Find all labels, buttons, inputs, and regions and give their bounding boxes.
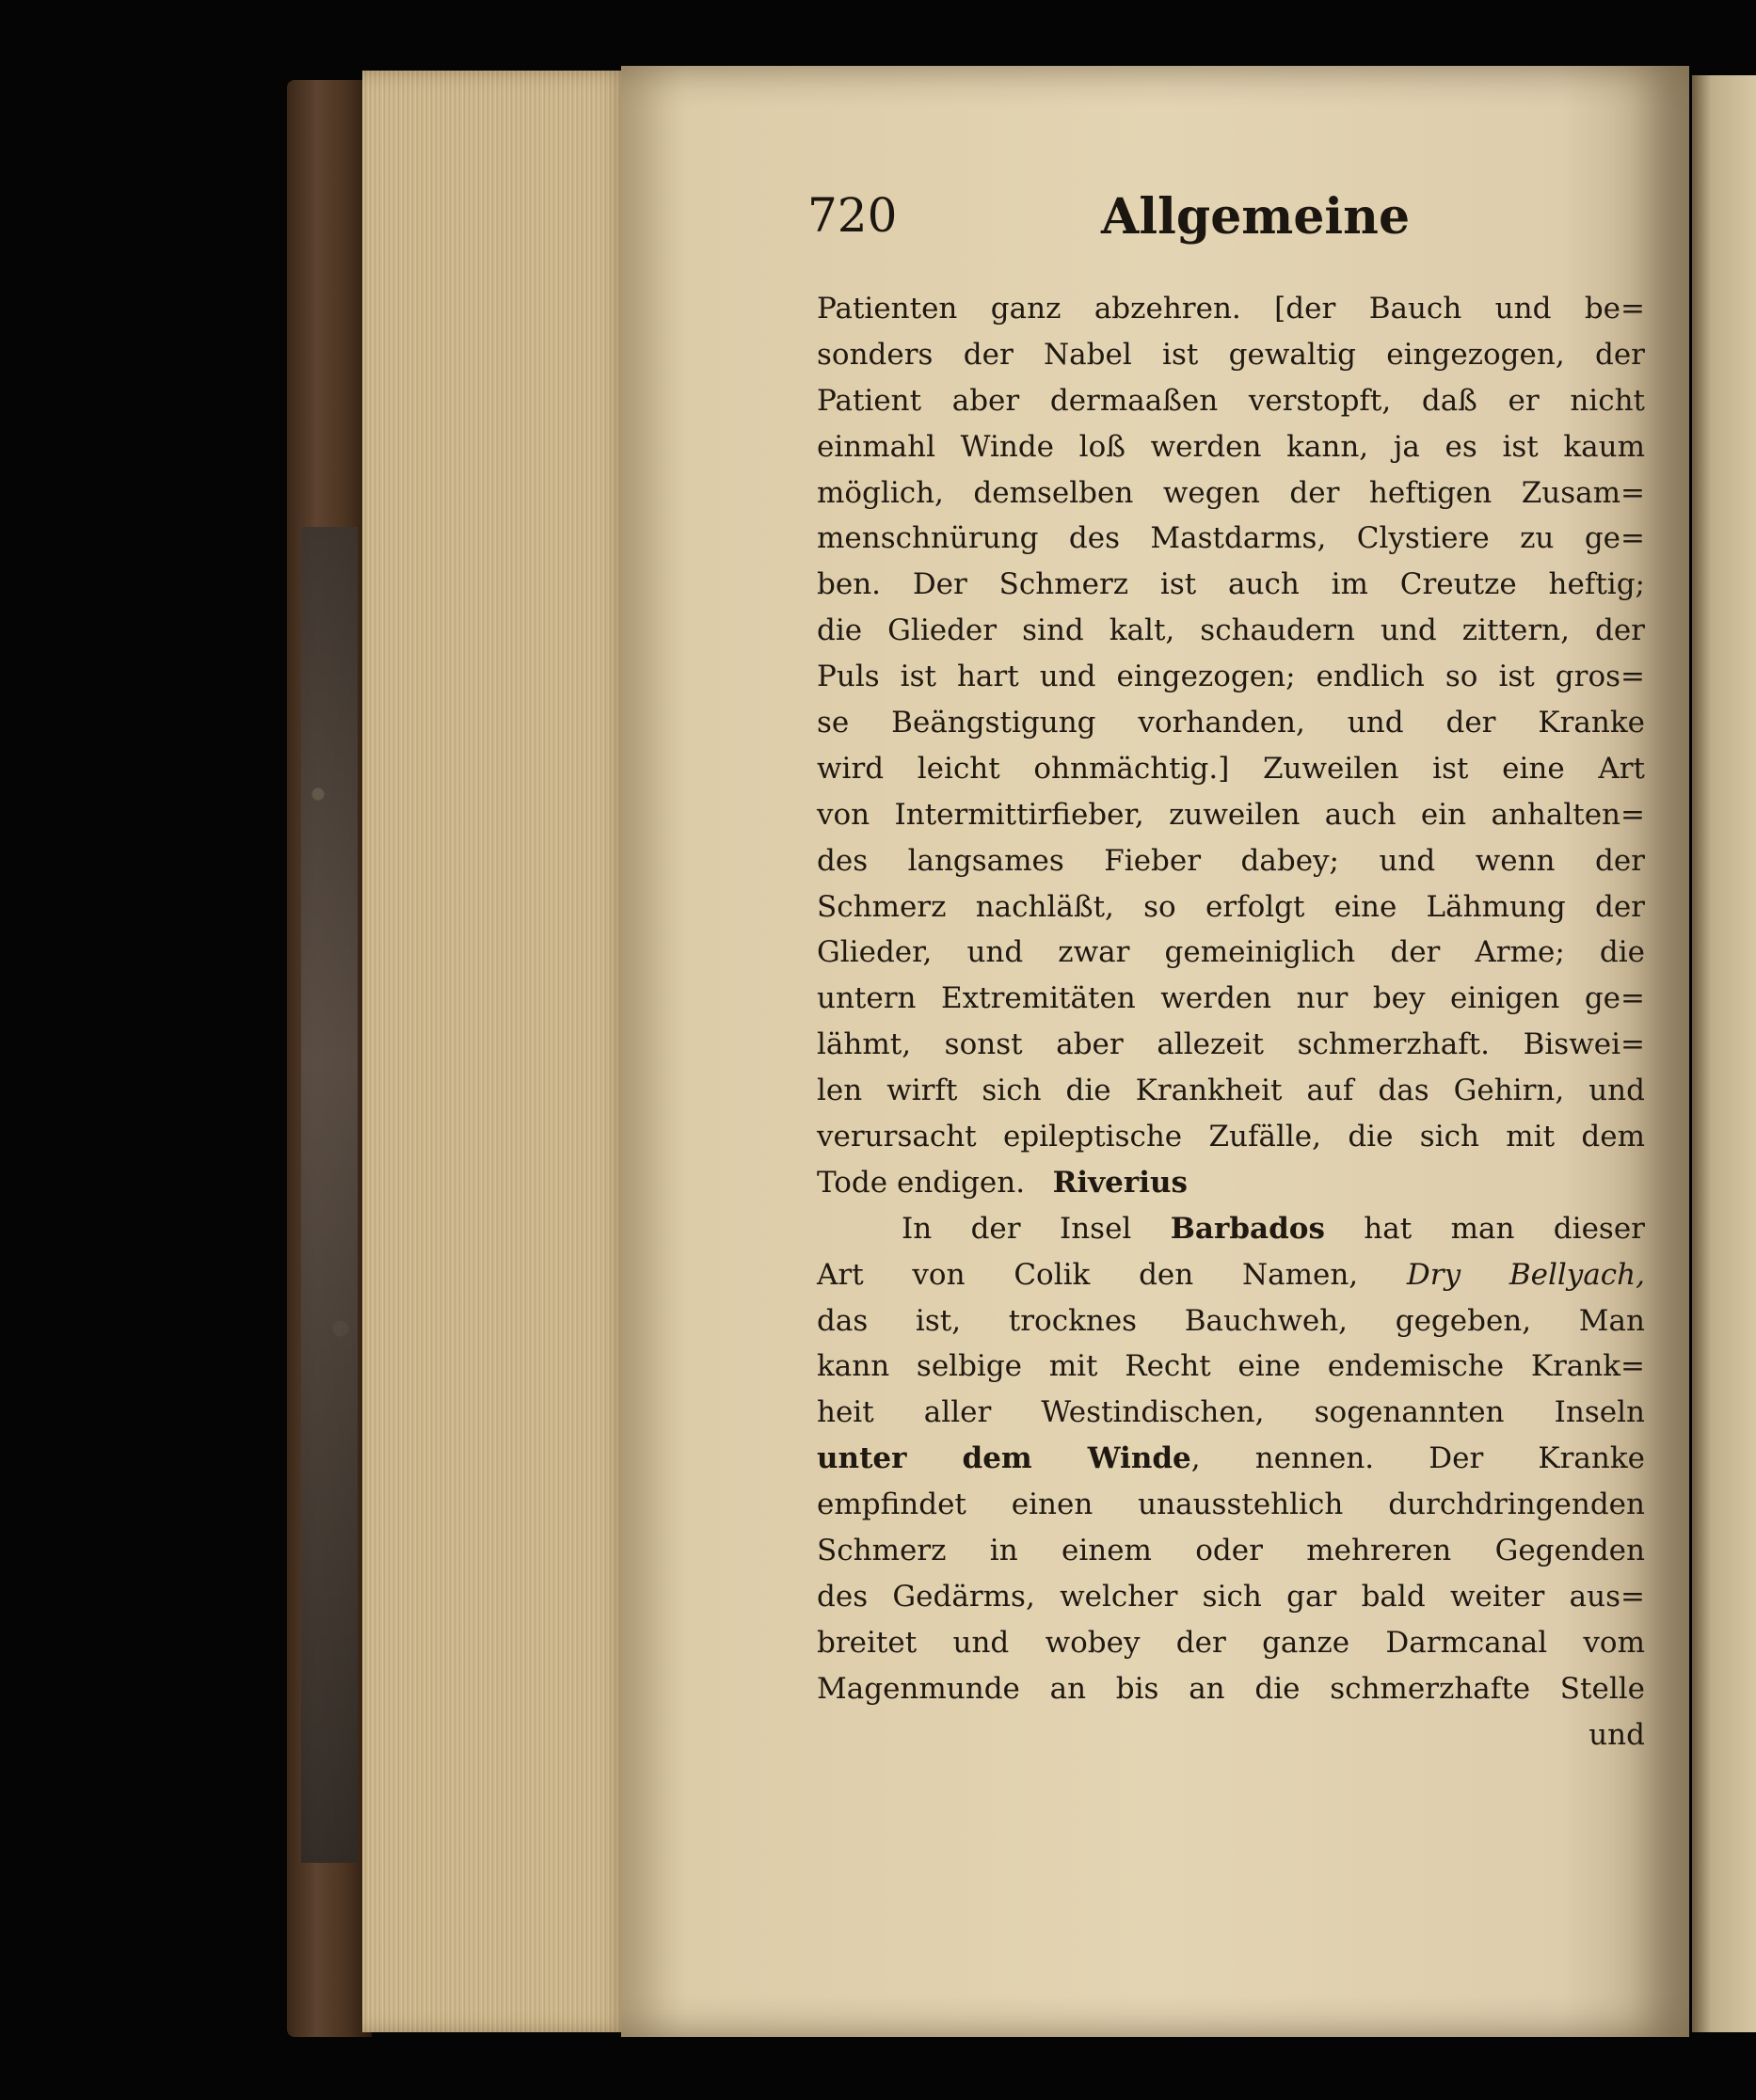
catchword: und bbox=[1588, 1717, 1645, 1752]
text-line: untern Extremitäten werden nur bey einigen ge= bbox=[817, 981, 1645, 1016]
text-line: empfindet einen unausstehlich durchdringenden bbox=[817, 1488, 1645, 1522]
page-edges bbox=[362, 71, 631, 2032]
text-line-with-citation bbox=[817, 1160, 1645, 1206]
text-line: Schmerz in einem oder mehreren Gegenden bbox=[817, 1534, 1645, 1568]
text-line: Magenmunde an bis an die schmerzhafte Stelle bbox=[817, 1671, 1645, 1706]
text-line: se Beängstigung vorhanden, und der Kranke bbox=[817, 706, 1645, 740]
text-line: Puls ist hart und eingezogen; endlich so ist gros= bbox=[817, 660, 1645, 694]
text-line: Patienten ganz abzehren. [der Bauch und be= bbox=[817, 292, 1645, 326]
text-line: lähmt, sonst aber allezeit schmerzhaft. Biswei= bbox=[817, 1027, 1645, 1062]
text-line: Schmerz nachläßt, so erfolgt eine Lähmung der bbox=[817, 889, 1645, 924]
text-line: len wirft sich die Krankheit auf das Gehirn, und bbox=[817, 1074, 1645, 1108]
text-line: des Gedärms, welcher sich gar bald weiter aus= bbox=[817, 1579, 1645, 1614]
text-line: breitet und wobey der ganze Darmcanal vom bbox=[817, 1625, 1645, 1660]
text-line: von Intermittirfieber, zuweilen auch ein anhalten= bbox=[817, 797, 1645, 832]
text-line: Glieder, und zwar gemeiniglich der Arme; die bbox=[817, 935, 1645, 970]
text-line: sonders der Nabel ist gewaltig eingezogen, der bbox=[817, 337, 1645, 372]
body-text bbox=[817, 286, 1645, 1758]
place-name: Barbados bbox=[1170, 1211, 1325, 1246]
facing-page-edge bbox=[1692, 75, 1756, 2032]
emphasized-term: unter dem Winde bbox=[817, 1441, 1191, 1476]
text-line: möglich, demselben wegen der heftigen Zusam= bbox=[817, 475, 1645, 510]
text-line: kann selbige mit Recht eine endemische Krank= bbox=[817, 1349, 1645, 1384]
text-fragment: Art von Colik den Namen, bbox=[817, 1257, 1407, 1292]
text-line: einmahl Winde loß werden kann, ja es ist kaum bbox=[817, 429, 1645, 464]
text-line: des langsames Fieber dabey; und wenn der bbox=[817, 843, 1645, 878]
text-line: Patient aber dermaaßen verstopft, daß er nicht bbox=[817, 383, 1645, 418]
text-line: ben. Der Schmerz ist auch im Creutze heftig; bbox=[817, 567, 1645, 602]
english-term: Dry Bellyach, bbox=[1406, 1257, 1645, 1292]
text-line bbox=[817, 1206, 1645, 1252]
page-number: 720 bbox=[807, 188, 898, 243]
text-line bbox=[817, 1436, 1645, 1482]
text-line: verursacht epileptische Zufälle, die sich mit dem bbox=[817, 1120, 1645, 1154]
text-fragment: Tode endigen. bbox=[817, 1165, 1026, 1200]
text-fragment: In der Insel bbox=[902, 1211, 1171, 1246]
text-line bbox=[817, 1252, 1645, 1298]
page-header bbox=[807, 188, 1411, 254]
text-fragment: , nennen. Der Kranke bbox=[1190, 1441, 1645, 1476]
text-line: heit aller Westindischen, sogenannten Inseln bbox=[817, 1395, 1645, 1430]
text-line: wird leicht ohnmächtig.] Zuweilen ist eine Art bbox=[817, 751, 1645, 786]
text-line: menschnürung des Mastdarms, Clystiere zu ge= bbox=[817, 521, 1645, 556]
marbled-board bbox=[301, 527, 358, 1863]
text-fragment: hat man dieser bbox=[1324, 1211, 1645, 1246]
text-line: das ist, trocknes Bauchweh, gegeben, Man bbox=[817, 1303, 1645, 1338]
running-head: Allgemeine bbox=[1101, 188, 1411, 246]
text-line: die Glieder sind kalt, schaudern und zittern, der bbox=[817, 613, 1645, 648]
citation: Riverius bbox=[1052, 1165, 1188, 1200]
